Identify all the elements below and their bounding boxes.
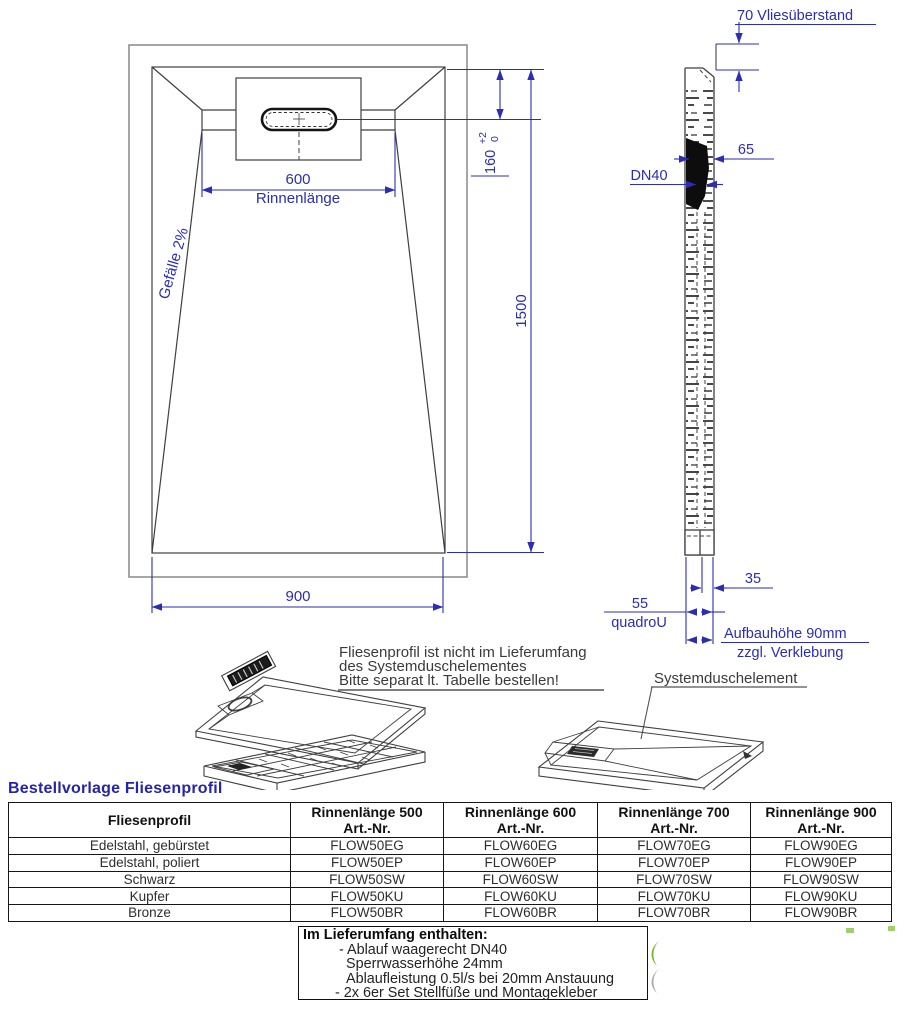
art-nr: FLOW50BR xyxy=(291,905,444,922)
delivery-contents-box xyxy=(298,926,648,1000)
art-nr: FLOW90BR xyxy=(751,905,892,922)
profile-note xyxy=(338,644,604,690)
delivery-item: - Ablauf waagerecht DN40 xyxy=(339,941,507,958)
dim-55-value: 55 xyxy=(631,596,649,612)
art-nr: FLOW70SW xyxy=(598,871,751,888)
table-row xyxy=(9,838,892,855)
top-view-inner-edge xyxy=(152,67,445,553)
tray-drain-opening xyxy=(227,695,253,714)
art-nr: FLOW60EP xyxy=(444,854,598,871)
col-header-rl900: Rinnenlänge 900 Art.-Nr. xyxy=(751,803,892,838)
profile-note-line3: Bitte separat lt. Tabelle bestellen! xyxy=(339,672,559,689)
art-nr: FLOW50EG xyxy=(291,838,444,855)
assembled-drain-grate xyxy=(567,746,599,757)
side-view-dimensions xyxy=(604,22,876,644)
art-nr: FLOW50EP xyxy=(291,854,444,871)
profile-name: Edelstahl, poliert xyxy=(9,854,291,871)
profile-name: Bronze xyxy=(9,905,291,922)
table-header-row xyxy=(9,803,892,838)
art-nr: FLOW60BR xyxy=(444,905,598,922)
side-view-labels xyxy=(611,8,853,661)
dim-600-value: 600 xyxy=(285,171,311,188)
side-view xyxy=(685,44,716,555)
delivery-item: Ablaufleistung 0.5l/s bei 20mm Anstauung xyxy=(346,970,614,987)
profile-note-line2: des Systemduschelementes xyxy=(339,658,527,675)
profile-note-line1: Fliesenprofil ist nicht im Lieferumfang xyxy=(339,644,587,661)
top-view-labels xyxy=(156,132,530,605)
col-header-fliesenprofil: Fliesenprofil xyxy=(9,803,291,838)
aufbau-line1: Aufbauhöhe 90mm xyxy=(724,626,847,642)
table-row xyxy=(9,905,892,922)
art-nr: FLOW90KU xyxy=(751,888,892,905)
logo-leaf-green xyxy=(652,941,659,966)
art-nr: FLOW70KU xyxy=(598,888,751,905)
table-row xyxy=(9,854,892,871)
dim-900-value: 900 xyxy=(285,588,311,605)
col-header-rl600: Rinnenlänge 600 Art.-Nr. xyxy=(444,803,598,838)
aufbau-line2: zzgl. Verklebung xyxy=(737,645,844,661)
dim-65-value: 65 xyxy=(737,142,755,158)
tile-profile-piece xyxy=(222,651,276,690)
art-nr: FLOW60KU xyxy=(444,888,598,905)
slope-label: Gefälle 2% xyxy=(155,225,193,302)
art-nr: FLOW70BR xyxy=(598,905,751,922)
system-name-label: quadroU xyxy=(611,615,667,631)
profile-name: Kupfer xyxy=(9,888,291,905)
vlies-label: 70 Vliesüberstand xyxy=(737,8,854,24)
delivery-item: - 2x 6er Set Stellfüße und Montagekleber xyxy=(335,985,598,1002)
top-view xyxy=(129,45,467,577)
dim-1500-value: 1500 xyxy=(513,294,530,328)
system-element-label: Systemduschelement xyxy=(654,670,798,687)
assembled-view xyxy=(539,721,763,790)
profile-name: Schwarz xyxy=(9,871,291,888)
art-nr: FLOW50SW xyxy=(291,871,444,888)
art-nr: FLOW50KU xyxy=(291,888,444,905)
art-nr: FLOW90EG xyxy=(751,838,892,855)
art-nr: FLOW90SW xyxy=(751,871,892,888)
col-header-rl500: Rinnenlänge 500 Art.-Nr. xyxy=(291,803,444,838)
table-row xyxy=(9,871,892,888)
dim-600-label: Rinnenlänge xyxy=(255,190,341,207)
tolerance-plus: +2 xyxy=(477,132,489,144)
art-nr: FLOW60SW xyxy=(444,871,598,888)
dim-35-value: 35 xyxy=(744,571,762,587)
order-table-title: Bestellvorlage Fliesenprofil xyxy=(8,780,223,797)
logo-leaf-gray xyxy=(652,969,659,993)
profile-name: Edelstahl, gebürstet xyxy=(9,838,291,855)
order-table xyxy=(8,802,892,922)
delivery-item: Sperrwasserhöhe 24mm xyxy=(346,956,503,973)
table-row xyxy=(9,888,892,905)
art-nr: FLOW70EG xyxy=(598,838,751,855)
drain-dn40-label: DN40 xyxy=(630,168,668,184)
col-header-rl700: Rinnenlänge 700 Art.-Nr. xyxy=(598,803,751,838)
art-nr: FLOW60EG xyxy=(444,838,598,855)
delivery-title: Im Lieferumfang enthalten: xyxy=(303,927,488,943)
logo-fragment xyxy=(640,920,898,1005)
art-nr: FLOW90EP xyxy=(751,854,892,871)
system-element-callout xyxy=(641,670,807,739)
dim-160-value: 160 xyxy=(483,149,499,174)
tolerance-zero: 0 xyxy=(489,136,501,142)
art-nr: FLOW70EP xyxy=(598,854,751,871)
